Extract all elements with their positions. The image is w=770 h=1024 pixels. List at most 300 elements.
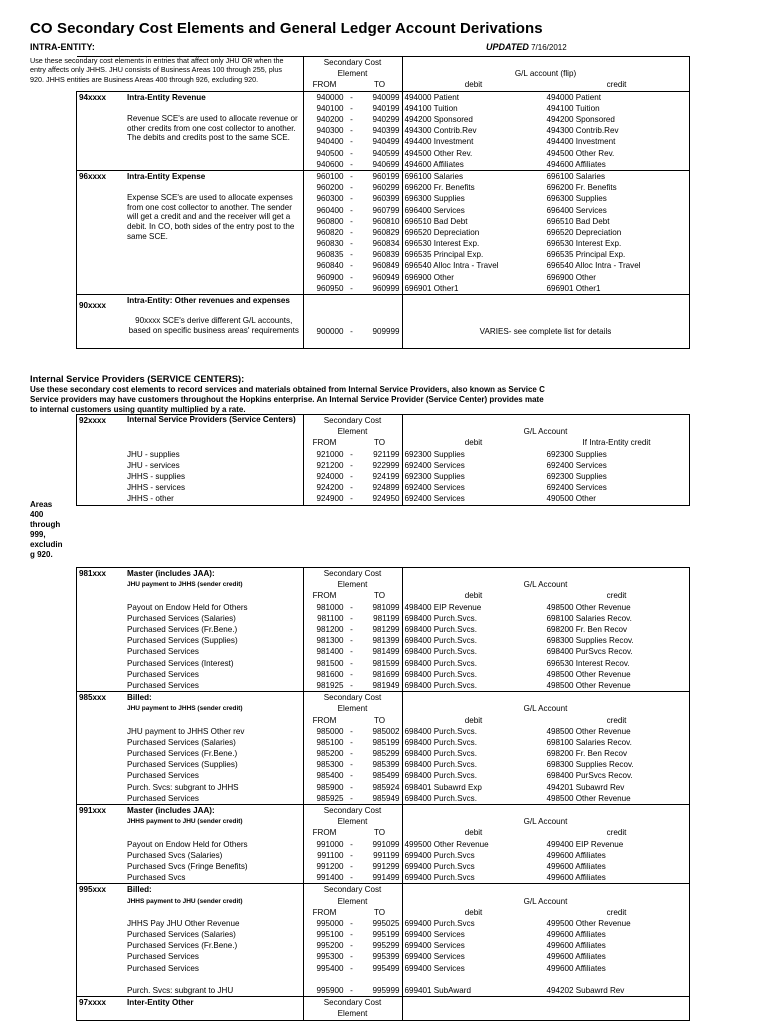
sec981-row: [77, 680, 690, 692]
debit-header: debit: [464, 828, 483, 838]
to-value: 940499: [358, 136, 403, 147]
range-dash: -: [350, 250, 353, 260]
credit-value: 698100 Salaries Recov.: [545, 737, 690, 748]
sec981-row: [77, 602, 690, 613]
debit-value: 698400 Purch.Svcs.: [404, 793, 477, 803]
debit-value: 696400 Services: [404, 205, 465, 215]
blank: [402, 884, 689, 896]
header-row: [77, 79, 690, 91]
to-value: 985199: [358, 737, 403, 748]
sec96-blank: [125, 283, 303, 295]
gl-header: G/L Account: [402, 703, 689, 714]
sec94-row: [77, 103, 690, 114]
header-row: [77, 57, 690, 69]
sec92-code: 92xxxx: [77, 415, 126, 427]
to-value: 995999: [358, 985, 403, 997]
to-value: 985924: [358, 782, 403, 793]
blank: [77, 646, 126, 657]
credit-value: 498500 Other Revenue: [545, 680, 690, 692]
sec981-header-row: [77, 590, 690, 601]
blank: [77, 680, 126, 692]
row-label: JHHS - services: [125, 482, 303, 493]
sec981-row: [77, 669, 690, 680]
sec991-title: Master (includes JAA):: [125, 804, 303, 816]
from-value: 924000: [316, 472, 344, 482]
sec991-subtitle: JHHS payment to JHU (sender credit): [125, 816, 303, 827]
sec96-blank: [125, 249, 303, 260]
sce-header: Element: [303, 68, 402, 79]
from-value: 995000: [316, 918, 344, 928]
gl-header: G/L Account: [402, 426, 689, 437]
sec94-title: Intra-Entity Revenue: [125, 91, 303, 103]
debit-value: 692400 Services: [404, 483, 465, 493]
range-dash: -: [350, 239, 353, 249]
gl-header: G/L Account: [402, 895, 689, 906]
row-label: Purchased Services (Fr.Bene.): [125, 748, 303, 759]
credit-value: 696520 Depreciation: [545, 227, 690, 238]
blank: [77, 850, 126, 861]
credit-value: 498500 Other Revenue: [545, 726, 690, 737]
credit-value: 499600 Affiliates: [545, 850, 690, 861]
debit-value: 698400 Purch.Svcs.: [404, 647, 477, 657]
sec94-code: [77, 148, 126, 159]
blank: [402, 804, 689, 816]
range-dash: -: [350, 283, 353, 293]
debit-value: 698400 Purch.Svcs.: [404, 613, 477, 623]
range-dash: -: [350, 839, 353, 849]
sec94-code: [77, 159, 126, 171]
credit-value: 499500 Other Revenue: [545, 918, 690, 929]
from-value: 991100: [317, 850, 344, 860]
blank: [77, 669, 126, 680]
range-dash: -: [350, 115, 353, 125]
blank: [77, 985, 126, 997]
service-centers-table: [76, 414, 690, 506]
credit-value: 696300 Supplies: [545, 193, 690, 204]
blank: [125, 590, 303, 601]
debit-value: 494000 Patient: [402, 91, 545, 103]
from-value: 985000: [316, 726, 344, 736]
sec96-code: [77, 249, 126, 260]
from-value: 900000: [303, 316, 346, 349]
range-dash: -: [350, 952, 353, 962]
range-dash: -: [350, 793, 353, 803]
debit-header: debit: [464, 591, 483, 601]
from-value: 960840: [316, 261, 344, 271]
dash-header: [346, 714, 358, 725]
to-header: TO: [358, 827, 403, 838]
blank: [77, 974, 126, 985]
from-value: 960400: [316, 205, 344, 215]
page-title: CO Secondary Cost Elements and General Ledger Account Derivations: [30, 20, 543, 37]
from-value: 940400: [316, 137, 344, 147]
row-label: Purchased Svcs (Salaries): [125, 850, 303, 861]
sec97-row: [77, 997, 690, 1009]
range-dash: -: [350, 126, 353, 136]
to-value: 940299: [358, 114, 403, 125]
blank: [77, 929, 126, 940]
sec995-row: [77, 918, 690, 929]
credit-value: 698400 PurSvcs Recov.: [545, 770, 690, 781]
to-value: 995499: [358, 963, 403, 974]
from-value: 981000: [316, 602, 344, 612]
from-value: 985925: [316, 793, 344, 803]
sec985-row: [77, 759, 690, 770]
debit-value: 698400 Purch.Svcs.: [404, 760, 477, 770]
row-label: Purchased Services (Interest): [125, 658, 303, 669]
range-dash: -: [350, 183, 353, 193]
from-value: 960900: [316, 272, 344, 282]
credit-value: 692400 Services: [545, 460, 690, 471]
sec92-row: [77, 471, 690, 482]
range-dash: -: [350, 216, 353, 226]
sec991-header-row: [77, 804, 690, 816]
from-value: 960820: [316, 227, 344, 237]
row-label: Purchased Svcs: [125, 872, 303, 884]
sce-header: Secondary Cost: [303, 804, 402, 816]
blank: [77, 590, 126, 601]
row-label: Purchased Services (Fr.Bene.): [125, 940, 303, 951]
credit-value: 698200 Fr. Ben Recov: [545, 624, 690, 635]
debit-value: 692300 Supplies: [404, 449, 465, 459]
from-value: 940100: [316, 103, 344, 113]
to-value: 981099: [358, 602, 403, 613]
range-dash: -: [350, 930, 353, 940]
from-value: 995300: [316, 952, 344, 962]
sec995-row: [77, 951, 690, 962]
row-label: Purch. Svcs: subgrant to JHU: [125, 985, 303, 997]
from-value: 991200: [316, 861, 344, 871]
from-value: 991000: [316, 839, 344, 849]
blank: [77, 770, 126, 781]
from-value: 924900: [303, 493, 346, 505]
range-dash: -: [350, 272, 353, 282]
range-dash: -: [350, 873, 353, 883]
debit-value: 696200 Fr. Benefits: [404, 183, 475, 193]
sec985-row: [77, 782, 690, 793]
sec991-header-row: [77, 816, 690, 827]
intra-entity-table: [76, 56, 690, 349]
range-dash: -: [350, 850, 353, 860]
sec995-code: 995xxx: [77, 884, 126, 896]
debit-value: 698400 Purch.Svcs.: [404, 669, 477, 679]
debit-value: 698400 Purch.Svcs.: [404, 636, 477, 646]
credit-header: credit: [545, 79, 690, 91]
debit-value: 494500 Other Rev.: [404, 148, 473, 158]
blank: [77, 1008, 126, 1020]
debit-value: 499500 Other Revenue: [404, 839, 489, 849]
credit-value: 698100 Salaries Recov.: [545, 613, 690, 624]
row-label: JHHS - supplies: [125, 471, 303, 482]
sec995-row: [77, 974, 690, 985]
sec96-code: [77, 193, 126, 204]
from-value: 981400: [316, 647, 344, 657]
sec96-blank: [125, 182, 303, 193]
sec92-row: [77, 449, 690, 460]
sec94-row: [77, 91, 690, 103]
sec981-subtitle: JHU payment to JHHS (sender credit): [125, 579, 303, 590]
to-value: 960999: [358, 283, 403, 295]
from-value: 985100: [316, 737, 344, 747]
gl-flip-header: G/L account (flip): [402, 68, 689, 79]
range-dash: -: [350, 680, 353, 690]
sec96-code: [77, 204, 126, 215]
range-dash: -: [350, 658, 353, 668]
row-label: Payout on Endow Held for Others: [125, 839, 303, 850]
debit-value: 698400 Purch.Svcs.: [404, 749, 477, 759]
blank: [77, 449, 126, 460]
sce-header: Element: [303, 895, 402, 906]
debit-value: 692400 Services: [402, 493, 545, 505]
sec94-code: [77, 125, 126, 136]
sec90-row: [77, 316, 690, 349]
credit-value: 692300 Supplies: [545, 471, 690, 482]
credit-value: 499600 Affiliates: [545, 929, 690, 940]
sec995-subtitle: JHHS payment to JHU (sender credit): [125, 895, 303, 906]
blank: [402, 415, 689, 427]
varies-note: VARIES- see complete list for details: [402, 316, 689, 349]
sec981-header-row: [77, 568, 690, 580]
range-dash: -: [350, 227, 353, 237]
debit-value: 699400 Services: [404, 952, 465, 962]
blank: [402, 294, 689, 316]
to-header: TO: [358, 590, 403, 601]
blank: [77, 782, 126, 793]
sec981-row: [77, 658, 690, 669]
to-value: 981599: [358, 658, 403, 669]
from-header: FROM: [312, 715, 337, 725]
blank: [77, 726, 126, 737]
credit-value: 494201 Subawrd Rev: [545, 782, 690, 793]
sec985-row: [77, 726, 690, 737]
blank: [346, 974, 358, 985]
from-value: 985900: [316, 782, 344, 792]
from-value: 981600: [316, 669, 344, 679]
to-value: 924950: [358, 493, 403, 505]
sec90-row: [77, 294, 690, 316]
credit-value: 696535 Principal Exp.: [545, 249, 690, 260]
sec995-header-row: [77, 895, 690, 906]
sec991-row: [77, 861, 690, 872]
sec981-row: [77, 613, 690, 624]
from-value: 995900: [316, 986, 344, 996]
debit-value: 494400 Investment: [404, 137, 474, 147]
sce-header: Secondary Cost: [303, 997, 402, 1009]
from-value: 985400: [316, 771, 344, 781]
blank: [77, 963, 126, 974]
blank: [402, 692, 689, 704]
debit-value: 699400 Purch.Svcs: [404, 873, 475, 883]
from-header: FROM: [312, 438, 337, 448]
dash-header: [346, 79, 358, 91]
blank: [125, 974, 303, 985]
to-value: 960810: [358, 216, 403, 227]
row-label: Purchased Services: [125, 793, 303, 805]
range-dash: -: [350, 636, 353, 646]
credit-header: credit: [545, 714, 690, 725]
sec981-title: Master (includes JAA):: [125, 568, 303, 580]
credit-value: 494300 Contrib.Rev: [545, 125, 690, 136]
from-value: 960835: [316, 250, 344, 260]
from-value: 981500: [316, 658, 344, 668]
blank: [77, 737, 126, 748]
sec985-row: [77, 793, 690, 805]
credit-value: 696200 Fr. Benefits: [545, 182, 690, 193]
to-value: 960399: [358, 193, 403, 204]
blank: [125, 714, 303, 725]
sce-header: Secondary Cost: [303, 57, 402, 69]
sec991-row: [77, 850, 690, 861]
sec90-code: 90xxxx: [77, 294, 126, 316]
credit-value: 494100 Tuition: [545, 103, 690, 114]
side-note: Areas 400 through 999, excludin g 920.: [30, 500, 63, 559]
blank: [77, 872, 126, 884]
sec985-title: Billed:: [125, 692, 303, 704]
gl-header: G/L Account: [402, 579, 689, 590]
row-label: JHU - supplies: [125, 449, 303, 460]
sec90-blank: [77, 316, 126, 349]
range-dash: -: [350, 460, 353, 470]
credit-value: 494000 Patient: [545, 91, 690, 103]
from-value: 960200: [316, 183, 344, 193]
debit-value: 698400 Purch.Svcs.: [404, 680, 477, 690]
sec96-code: [77, 216, 126, 227]
blank: [77, 460, 126, 471]
range-dash: -: [350, 472, 353, 482]
debit-value: 699400 Services: [404, 941, 465, 951]
to-value: 991199: [358, 850, 403, 861]
to-value: 981299: [358, 624, 403, 635]
sec995-title: Billed:: [125, 884, 303, 896]
credit-value: 494500 Other Rev.: [545, 148, 690, 159]
sec985-header-row: [77, 703, 690, 714]
sec96-code: [77, 227, 126, 238]
credit-value: 499600 Affiliates: [545, 872, 690, 884]
debit-value: 699400 Services: [404, 963, 465, 973]
credit-header: credit: [545, 907, 690, 918]
to-value: 985499: [358, 770, 403, 781]
sce-header: Secondary Cost: [303, 568, 402, 580]
credit-value: 494600 Affiliates: [545, 159, 690, 171]
credit-value: 499600 Affiliates: [545, 963, 690, 974]
isp-description: Use these secondary cost elements to record services and materials obtained from Internal Service Providers, also known as Service C Service providers may have customers throughout the Hopkins enterprise. An Internal Service Provider (Service Center) provides mate to internal customers using quantity multiplied by a rate.: [30, 385, 545, 414]
sce-header: Secondary Cost: [303, 884, 402, 896]
sec995-row: [77, 963, 690, 974]
blank: [77, 703, 126, 714]
debit-value: 698400 Purch.Svcs.: [404, 726, 477, 736]
blank: [77, 426, 126, 437]
sec97-title: Inter-Entity Other: [125, 997, 303, 1009]
header-row: [77, 415, 690, 427]
debit-value: 699400 Purch.Svcs: [404, 850, 475, 860]
to-value: 991099: [358, 839, 403, 850]
range-dash: -: [350, 963, 353, 973]
sce-header: Secondary Cost: [303, 692, 402, 704]
range-dash: -: [346, 91, 358, 103]
range-dash: -: [350, 194, 353, 204]
blank: [77, 748, 126, 759]
updated-date: 7/16/2012: [531, 43, 567, 52]
range-dash: -: [350, 986, 353, 996]
to-value: 991299: [358, 861, 403, 872]
credit-value: 499600 Affiliates: [545, 940, 690, 951]
credit-value: 696530 Interest Recov.: [545, 658, 690, 669]
blank: [77, 471, 126, 482]
credit-value: 498500 Other Revenue: [545, 669, 690, 680]
from-value: 960300: [316, 194, 344, 204]
range-dash: -: [350, 449, 353, 459]
header-blank: [77, 57, 126, 69]
sec96-code: [77, 238, 126, 249]
credit-value: 494400 Investment: [545, 136, 690, 147]
blank: [77, 482, 126, 493]
sec985-code: 985xxx: [77, 692, 126, 704]
sec96-row: [77, 193, 690, 204]
sec94-row: [77, 114, 690, 125]
sec96-row: [77, 182, 690, 193]
sce-header: Element: [303, 426, 402, 437]
credit-value: 499400 EIP Revenue: [545, 839, 690, 850]
range-dash: -: [350, 647, 353, 657]
gl-header: G/L Account: [402, 816, 689, 827]
sce-header: Element: [303, 1008, 402, 1020]
credit-value: 696510 Bad Debt: [545, 216, 690, 227]
blank: [77, 839, 126, 850]
debit-value: 696100 Salaries: [402, 170, 545, 182]
to-value: 940399: [358, 125, 403, 136]
sec981-row: [77, 635, 690, 646]
sec985-row: [77, 748, 690, 759]
sec94-code: [77, 103, 126, 114]
blank: [77, 624, 126, 635]
debit-value: 699400 Purch.Svcs: [404, 861, 475, 871]
from-header: FROM: [312, 80, 337, 90]
to-value: 995025: [358, 918, 403, 929]
sec985-header-row: [77, 692, 690, 704]
from-value: 981200: [316, 625, 344, 635]
sec96-blank: [125, 272, 303, 283]
from-header: FROM: [312, 907, 337, 917]
debit-value: 699400 Services: [404, 930, 465, 940]
to-value: 985002: [358, 726, 403, 737]
to-value: 924199: [358, 471, 403, 482]
from-header: FROM: [312, 828, 337, 838]
to-value: 981399: [358, 635, 403, 646]
sec995-header-row: [77, 907, 690, 918]
dash-header: [346, 437, 358, 448]
blank: [358, 974, 403, 985]
range-dash: -: [350, 941, 353, 951]
to-value: 981949: [358, 680, 403, 692]
isp-title: Internal Service Providers (SERVICE CENTERS):: [30, 374, 245, 384]
credit-value: 499600 Affiliates: [545, 861, 690, 872]
sec96-note: Expense SCE's are used to allocate expenses from one cost collector to another. The sender will get a credit and and the receiver will get a debit. In CO, both sides of the entry post to the same SCE.: [125, 193, 303, 249]
sec991-header-row: [77, 827, 690, 838]
row-label: JHHS - other: [125, 493, 303, 505]
from-value: 940300: [316, 126, 344, 136]
blank: [77, 951, 126, 962]
blank: [402, 1008, 689, 1020]
credit-value: 698200 Fr. Ben Recov: [545, 748, 690, 759]
to-value: 981499: [358, 646, 403, 657]
sec995-row: [77, 940, 690, 951]
dash-header: [346, 907, 358, 918]
intro-text: Use these secondary cost elements in entries that affect only JHU OR when the entry affects only JHHS. JHU consists of Business Areas 100 through 255, plus 920. JHHS entities are Business Areas 400 through 926, excluding 920.: [30, 56, 284, 84]
credit-value: 692300 Supplies: [545, 449, 690, 460]
sec995-header-row: [77, 884, 690, 896]
sec991-code: 991xxx: [77, 804, 126, 816]
row-label: Purchased Services: [125, 646, 303, 657]
